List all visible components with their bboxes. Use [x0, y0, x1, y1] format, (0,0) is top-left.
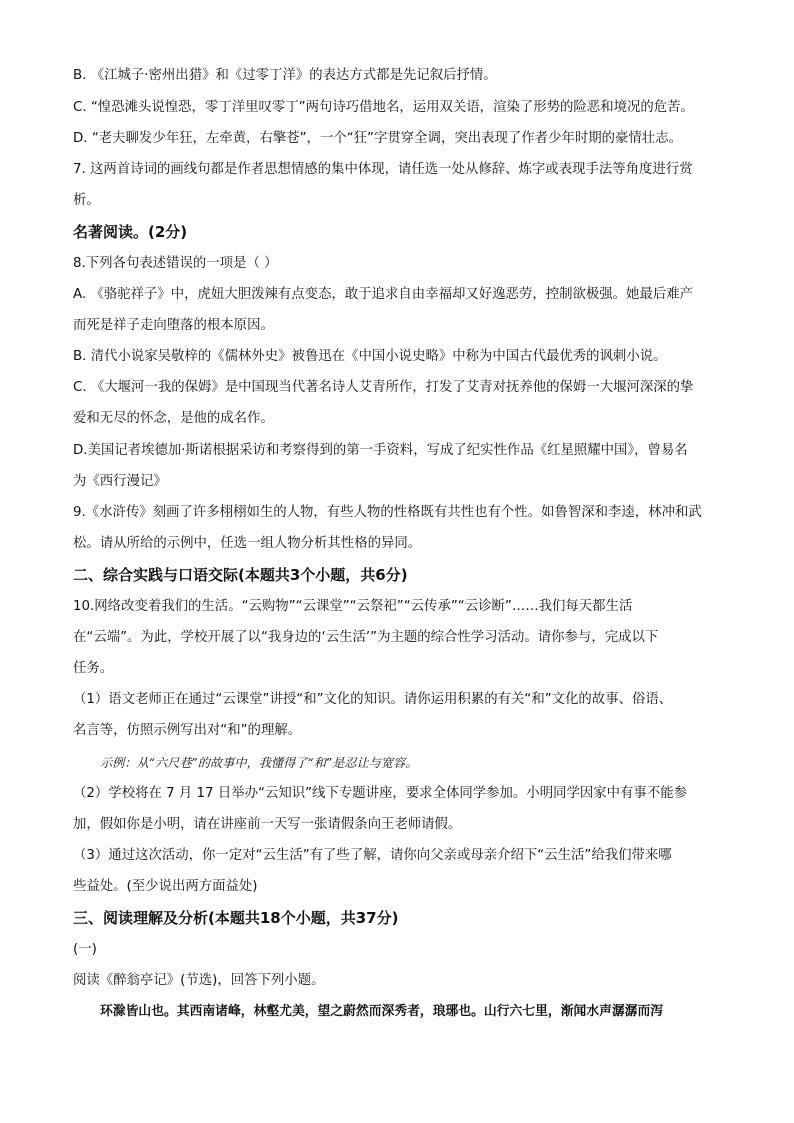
q8-option-c-line-2: 爱和无尽的怀念，是他的成名作。 — [73, 411, 274, 426]
task-3-line-2: 些益处。(至少说出两方面益处) — [73, 879, 258, 894]
question-10-line-2: 在“云端”。为此，学校开展了以“我身边的‘云生活’”为主题的综合性学习活动。请你参与，完成以下 — [73, 630, 659, 645]
task-2-line-2: 加，假如你是小明，请在讲座前一天写一张请假条向王老师请假。 — [73, 817, 462, 832]
section-heading-classics: 名著阅读。(2分) — [73, 223, 188, 241]
q8-option-a-line-2: 而死是祥子走向堕落的根本原因。 — [73, 318, 274, 333]
option-d-line: D. “老夫聊发少年狂，左牵黄，右擎苍”，一个“狂”字贯穿全调，突出表现了作者少年时期的豪情壮志。 — [73, 131, 682, 146]
q8-option-d-line: D.美国记者埃德加·斯诺根据采访和考察得到的第一手资料，写成了纪实性作品《红星照耀中国》，曾易名 — [73, 443, 688, 458]
question-8-line: 8.下列各句表述错误的一项是（ ） — [73, 256, 278, 271]
section-heading-practice: 二、综合实践与口语交际(本题共3个小题，共6分) — [73, 566, 408, 584]
reading-instruction: 阅读《醉翁亭记》(节选)，回答下列小题。 — [73, 973, 325, 988]
question-7-line: 7. 这两首诗词的画线句都是作者思想情感的集中体现，请任选一处从修辞、炼字或表现手法等角度进行赏 — [73, 162, 693, 177]
question-10-line: 10.网络改变着我们的生活。“云购物”“云课堂”“云祭祀”“云传承”“云诊断”……我们每天都生活 — [73, 599, 633, 614]
question-9-line-2: 松。请从所给的示例中，任选一组人物分析其性格的异同。 — [73, 536, 422, 551]
question-10-line-3: 任务。 — [73, 661, 114, 676]
q8-option-a-line: A. 《骆驼祥子》中，虎妞大胆泼辣有点变态，敢于追求自由幸福却又好逸恶劳，控制欲极强。她最后难产 — [73, 287, 694, 302]
option-b-line: B. 《江城子·密州出猎》和《过零丁洋》的表达方式都是先记叙后抒情。 — [73, 68, 497, 83]
task-2-line: （2）学校将在 7 月 17 日举办“云知识”线下专题讲座，要求全体同学参加。小明同学因家中有事不能参 — [73, 786, 687, 801]
q8-option-b-line: B. 清代小说家吴敬梓的《儒林外史》被鲁迅在《中国小说史略》中称为中国古代最优秀的讽刺小说。 — [73, 349, 667, 364]
task-1-line-2: 名言等，仿照示例写出对“和”的理解。 — [73, 723, 302, 738]
example-line: 示例：从“六尺巷”的故事中，我懂得了“和”是忍让与宽容。 — [100, 756, 418, 770]
subsection-label: (一) — [73, 942, 97, 957]
q8-option-d-line-2: 为《西行漫记》 — [73, 474, 167, 489]
option-c-line: C. “惶恐滩头说惶恐，零丁洋里叹零丁”两句诗巧借地名，运用双关语，渲染了形势的险恶和境况的危苦。 — [73, 100, 694, 115]
task-3-line: （3）通过这次活动，你一定对“云生活”有了些了解，请你向父亲或母亲介绍下“云生活”给我们带来哪 — [73, 848, 672, 863]
question-9-line: 9.《水浒传》刻画了许多栩栩如生的人物，有些人物的性格既有共性也有个性。如鲁智深和李逵，林冲和武 — [73, 505, 702, 520]
q8-option-c-line: C. 《大堰河一我的保姆》是中国现当代著名诗人艾青所作，打发了艾青对抚养他的保姆一大堰河深深的挚 — [73, 380, 694, 395]
section-heading-reading: 三、阅读理解及分析(本题共18个小题，共37分) — [73, 909, 399, 927]
task-1-line: （1）语文老师正在通过“云课堂”讲授“和”文化的知识。请你运用积累的有关“和”文化的故事、俗语、 — [73, 692, 673, 707]
question-7-line-2: 析。 — [73, 193, 100, 208]
classical-passage-line: 环滁皆山也。其西南诸峰，林壑尤美，望之蔚然而深秀者，琅琊也。山行六七里，渐闻水声潺潺而泻 — [100, 1004, 664, 1019]
